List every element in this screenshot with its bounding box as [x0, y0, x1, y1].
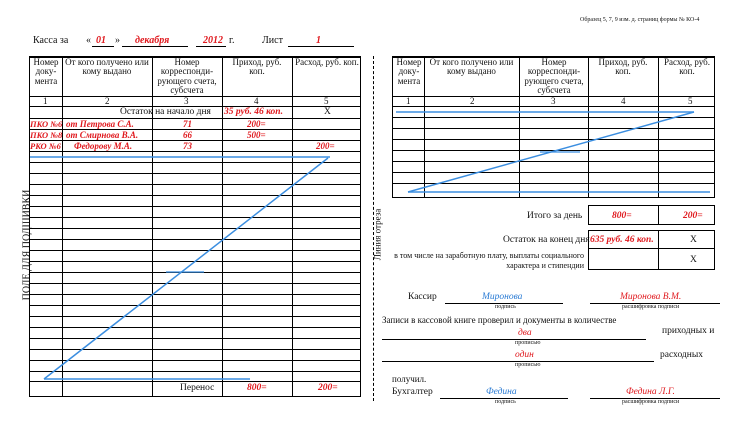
row1-doc: ПКО №6 — [30, 119, 63, 129]
sheet-number: 1 — [316, 35, 321, 46]
right-num-1: 1 — [406, 96, 411, 106]
received-label: получил. — [392, 374, 427, 384]
header-year-suffix: г. — [229, 35, 235, 46]
cashier-decode-caption: расшифровка подписи — [622, 304, 680, 310]
right-col-out: Расход, руб. коп. — [664, 57, 710, 77]
row2-who: от Смирнова В.А. — [66, 130, 139, 140]
cash-title: Касса за — [33, 35, 69, 46]
left-num-1: 1 — [43, 96, 48, 106]
total-in: 800= — [612, 211, 632, 221]
cashier-label: Кассир — [408, 292, 437, 302]
right-num-5: 5 — [688, 96, 693, 106]
accountant-name: Федина Л.Г. — [626, 387, 675, 397]
quote-open: « — [86, 35, 91, 46]
right-col-account: Номер корреспонди-рующего счета, субсчета — [524, 57, 584, 96]
accountant-label: Бухгалтер — [392, 387, 433, 397]
outgoing-count: один — [515, 350, 534, 360]
row2-doc: ПКО №8 — [30, 130, 63, 140]
check-text: Записи в кассовой книге проверил и документы в количестве — [382, 315, 617, 325]
outgoing-caption: прописью — [515, 362, 541, 368]
row3-who: Федорову М.А. — [74, 141, 133, 151]
closing-x: X — [690, 235, 697, 245]
outgoing-label: расходных — [660, 350, 703, 360]
accountant-sign: Федина — [486, 387, 517, 397]
left-col-doc: Номер доку-мента — [33, 57, 59, 86]
incoming-label: приходных и — [662, 326, 715, 336]
right-col-in: Приход, руб. коп. — [598, 57, 648, 77]
left-col-who: От кого получено или кому выдано — [65, 57, 149, 77]
accountant-sign-caption: подпись — [495, 399, 516, 405]
right-strike — [380, 100, 720, 200]
row1-who: от Петрова С.А. — [66, 119, 134, 129]
header-day: 01 — [96, 35, 106, 46]
right-num-2: 2 — [470, 96, 475, 106]
sheet-label: Лист — [262, 35, 283, 46]
opening-value: 35 руб. 46 коп. — [224, 107, 283, 117]
row2-in: 500= — [247, 130, 266, 140]
closing-value: 635 руб. 46 коп. — [590, 235, 654, 245]
right-col-who: От кого получено или кому выдано — [429, 57, 514, 77]
salary-x: X — [690, 255, 697, 265]
left-col-out: Расход, руб. коп. — [295, 57, 359, 67]
cashier-name: Миронова В.М. — [620, 292, 682, 302]
total-label: Итого за день — [527, 211, 583, 221]
right-side-label: Линия отреза — [372, 208, 383, 261]
transfer-in: 800= — [247, 383, 267, 393]
accountant-decode-caption: расшифровка подписи — [622, 399, 680, 405]
closing-label: Остаток на конец дня — [503, 235, 590, 245]
form-code: Образец 5, 7, 9 изм. д. страниц формы № КО-4 — [580, 17, 700, 23]
opening-x: X — [324, 107, 331, 117]
left-num-2: 2 — [105, 96, 110, 106]
cashier-sign-caption: подпись — [495, 304, 516, 310]
row1-in: 200= — [247, 119, 266, 129]
salary-label: в том числе на заработную плату, выплаты социального характера и стипендии — [394, 251, 584, 270]
incoming-count: два — [518, 328, 532, 338]
left-num-3: 3 — [184, 96, 189, 106]
cashier-sign: Миронова — [482, 292, 523, 302]
right-col-doc: Номер доку-мента — [396, 57, 422, 86]
left-strike — [0, 0, 370, 421]
transfer-label: Перенос — [180, 383, 215, 393]
right-num-4: 4 — [621, 96, 626, 106]
row3-out: 200= — [316, 141, 335, 151]
left-col-in: Приход, руб. коп. — [232, 57, 282, 77]
quote-close: » — [115, 35, 120, 46]
header-month: декабря — [135, 35, 170, 46]
left-num-4: 4 — [254, 96, 259, 106]
header-year: 2012 — [203, 35, 223, 46]
opening-label: Остаток на начало дня — [120, 107, 211, 117]
row1-account: 71 — [183, 119, 192, 129]
row2-account: 66 — [183, 130, 192, 140]
row3-account: 73 — [183, 141, 192, 151]
row3-doc: РКО №6 — [30, 141, 61, 151]
incoming-caption: прописью — [515, 340, 541, 346]
total-out: 200= — [683, 211, 703, 221]
left-num-5: 5 — [324, 96, 329, 106]
left-side-label: ПОЛЕ ДЛЯ ПОДШИВКИ — [21, 189, 33, 301]
left-col-account: Номер корреспонди-рующего счета, субсчета — [157, 57, 217, 96]
right-num-3: 3 — [551, 96, 556, 106]
transfer-out: 200= — [318, 383, 338, 393]
